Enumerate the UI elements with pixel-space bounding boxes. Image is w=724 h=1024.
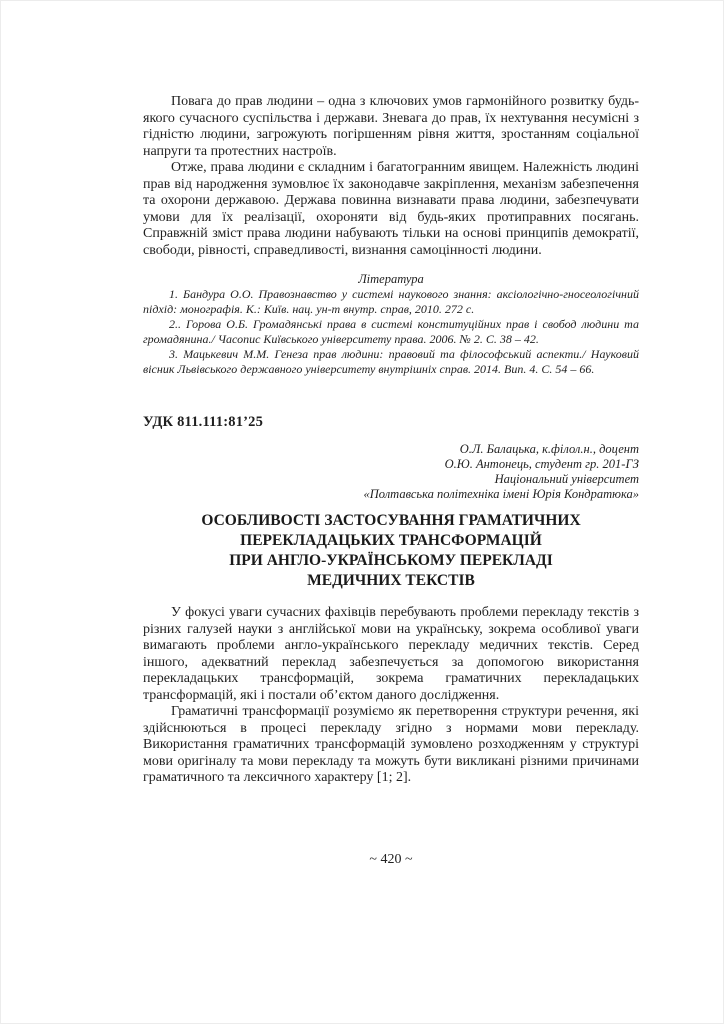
literature-heading: Література xyxy=(358,272,424,286)
reference-item: 3. Мацькевич М.М. Генеза прав людини: правовий та філософський аспекти./ Науковий вісник Львівського державного університету внутрішніх справ. 2014. Вип. 4. С. 54 – 66. xyxy=(143,347,639,376)
literature-section xyxy=(143,272,639,377)
prev-article-paragraph: Отже, права людини є складним і багатогранним явищем. Належність людині прав від народження зумовлює їх законодавче закріплення, механізм забезпечення та охорони державою. Держава повинна визнавати права людини, забезпечувати умови для їх реалізації, охороняти від будь-яких протиправних посягань. Справжній зміст права людини набувають тільки на основі принципів демократії, свободи, рівності, справедливості, визнання самоцінності людини. xyxy=(143,160,639,258)
article-title-line: ОСОБЛИВОСТІ ЗАСТОСУВАННЯ ГРАМАТИЧНИХ xyxy=(201,512,581,529)
udc-code: УДК 811.111:81’25 xyxy=(143,414,264,430)
author-line: О.Л. Балацька, к.філол.н., доцент xyxy=(459,442,639,456)
author-affiliation: Національний університет xyxy=(494,472,639,486)
page-number: ~ 420 ~ xyxy=(369,852,413,867)
author-affiliation: «Полтавська політехніка імені Юрія Кондратюка» xyxy=(363,487,639,501)
article-title-line: ПРИ АНГЛО-УКРАЇНСЬКОМУ ПЕРЕКЛАДІ xyxy=(229,552,553,569)
author-block xyxy=(143,442,639,502)
reference-item: 1. Бандура О.О. Правознавство у системі наукового знання: аксіологічно-гносеологічний підхід: монографія. К.: Київ. нац. ун-т внутр. справ, 2010. 272 с. xyxy=(143,287,639,316)
article-title xyxy=(143,511,639,591)
reference-item: 2.. Горова О.Б. Громадянські права в системі конституційних прав і свобод людини та громадянина./ Часопис Київського університету права. 2006. № 2. С. 38 – 42. xyxy=(143,317,639,346)
article-title-line: ПЕРЕКЛАДАЦЬКИХ ТРАНСФОРМАЦІЙ xyxy=(240,532,542,549)
article-paragraph: У фокусі уваги сучасних фахівців перебувають проблеми перекладу текстів з різних галузей науки з англійської мови на українську, зокрема особливої уваги вимагають проблеми англо-українського перекладу медичних текстів. Серед іншого, адекватний переклад забезпечується за допомогою використання перекладацьких трансформацій, зокрема граматичних перекладацьких трансформацій, які і постали об’єктом даного дослідження. xyxy=(143,605,639,703)
article-paragraph: Граматичні трансформації розуміємо як перетворення структури речення, які здійснюються в процесі перекладу згідно з нормами мови перекладу. Використання граматичних трансформацій зумовлено розходженням у структурі мови оригіналу та мови перекладу та можуть бути викликані різними причинами граматичного та лексичного характеру [1; 2]. xyxy=(143,704,639,785)
article-title-line: МЕДИЧНИХ ТЕКСТІВ xyxy=(307,572,475,589)
author-line: О.Ю. Антонець, студент гр. 201-ГЗ xyxy=(444,457,639,471)
page-content xyxy=(143,94,639,787)
prev-article-paragraph: Повага до прав людини – одна з ключових умов гармонійного розвитку будь-якого сучасного суспільства і держави. Зневага до прав, їх нехтування несумісні з гідністю людини, загрожують погіршенням рівня життя, зростанням соціальної напруги та протестних настроїв. xyxy=(143,94,639,159)
